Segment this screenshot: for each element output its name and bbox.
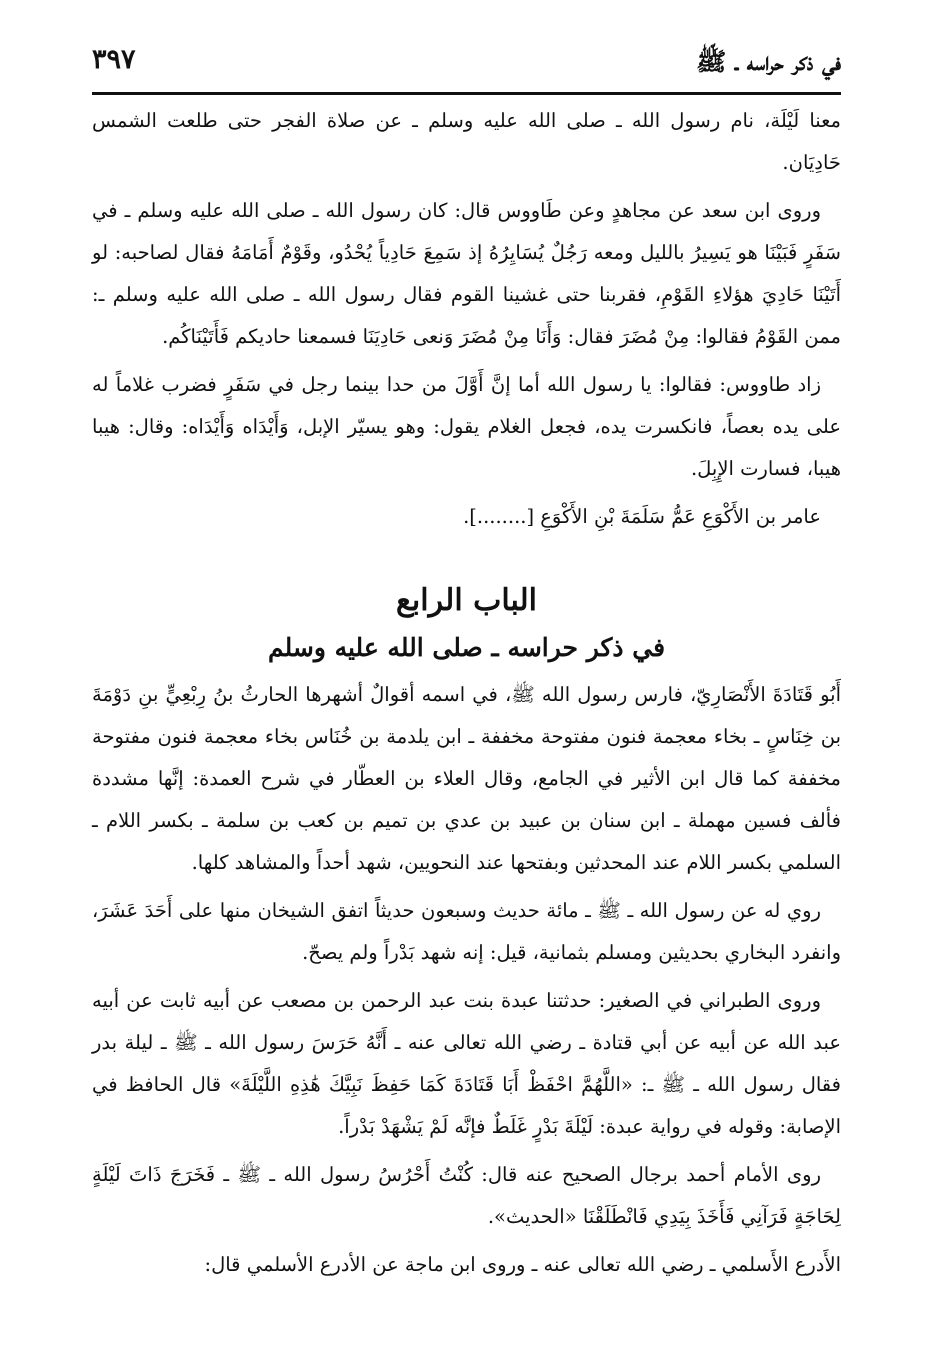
paragraph: روي له عن رسول الله ـ ﷺ ـ مائة حديث وسبعون حديثاً اتفق الشيخان منها على أَحَدَ عَشَرَ، وانفرد البخاري بحديثين ومسلم بثمانية، قيل: إنه شهد بَدْراً ولم يصحّ. (92, 899, 841, 964)
paragraph: وروى ابن سعد عن مجاهدٍ وعن طَاووس قال: كان رسول الله ـ صلى الله عليه وسلم ـ في سَفَرٍ فَبَيْنَا هو يَسِيرُ بالليل ومعه رَجُلٌ يُسَايِرُهُ إذ سَمِعَ حَادِياً يُحْدُو، وقَوْمٌ أَمَامَهُ فقال لصاحبه: لو أَتَيْنَا حَادِيَ هؤلاءِ القَوْمِ، فقربنا حتى غشينا القوم فقال رسول الله ـ صلى الله عليه وسلم ـ: ممن القَوْمُ فقالوا: مِنْ مُضَرَ فقال: وَأَنَا مِنْ مُضَرَ وَنعى حَادِيَنَا فسمعنا حاديكم فَأَتَيْنَاكُم. (92, 199, 841, 348)
chapter-subtitle: في ذكر حراسه ـ صلى الله عليه وسلم (267, 633, 666, 662)
paragraph: الأَدرع الأَسلمي ـ رضي الله تعالى عنه ـ وروى ابن ماجة عن الأدرع الأسلمي قال: (204, 1253, 841, 1276)
paragraph: روى الأمام أحمد برجال الصحيح عنه قال: كُنْتُ أَحْرُسُ رسول الله ـ ﷺ ـ فَخَرَجَ ذَاتَ لَيْلَةٍ لِحَاجَةٍ فَرَآنِي فَأَخَذَ بِيَدِي فَانْطَلَقْنَا «الحديث». (92, 1163, 841, 1228)
paragraph: زاد طاووس: فقالوا: يا رسول الله أما إنَّ أَوَّلَ من حدا بينما رجل في سَفَرٍ فضرب غلاماً له على يده بعصاً، فانكسرت يده، فجعل الغلام يقول: وهو يسيّر الإبل، وَأَيْدَاه وَأَيْدَاه: وقال: هيبا هيبا، فسارت الإِبِلَ. (92, 373, 841, 480)
chapter-title: الباب الرابع (395, 583, 538, 618)
paragraph: وروى الطبراني في الصغير: حدثتنا عبدة بنت عبد الرحمن بن مصعب عن أبيه ثابت عن أبيه عبد الله عن أبيه عن أبي قتادة ـ رضي الله تعالى عنه ـ أَنَّهُ حَرَسَ رسول الله ـ ﷺ ـ ليلة بدر فقال رسول الله ـ ﷺ ـ: «اللَّهُمَّ احْفَظْ أَبَا قَتَادَةَ كَمَا حَفِظَ نَبِيَّكَ هَٰذِهِ اللَّيْلَةَ» قال الحافظ في الإصابة: وقوله في رواية عبدة: لَيْلَةَ بَدْرٍ غَلَطٌ فإنَّه لَمْ يَشْهَدْ بَدْراً. (92, 989, 841, 1138)
page-number: ٣٩٧ (92, 44, 136, 75)
running-header (92, 40, 841, 95)
paragraph: عامر بن الأَكْوَعِ عَمُّ سَلَمَةَ بْنِ الأَكْوَعِ [........]. (463, 505, 821, 528)
page-body (92, 100, 841, 1292)
running-title: في ذكر حراسه ـ ﷺ (696, 47, 841, 76)
paragraph: أَبُو قَتَادَةَ الأَنْصَارِيّ، فارس رسول الله ﷺ، في اسمه أقوالٌ أشهرها الحارثُ بنُ رِبْعِيٍّ بنِ دَوْمَةَ بن خِنَاسٍ ـ بخاء معجمة فنون مفتوحة مخففة ـ ابن يلدمة بن خُنَاس بخاء معجمة فنون مفتوحة مخففة كما قال ابن الأثير في الجامع، وقال العلاء بن العطّار في شرح العمدة: إنَّها مشددة فألف فسين مهملة ـ ابن سنان بن عبيد بن عدي بن تميم بن كعب بن سلمة ـ بكسر اللام ـ السلمي بكسر اللام عند المحدثين وبفتحها عند النحويين، شهد أحداً والمشاهد كلها. (92, 683, 841, 874)
paragraph: معنا لَيْلَة، نام رسول الله ـ صلى الله عليه وسلم ـ عن صلاة الفجر حتى طلعت الشمس حَادِيَان. (92, 109, 841, 174)
